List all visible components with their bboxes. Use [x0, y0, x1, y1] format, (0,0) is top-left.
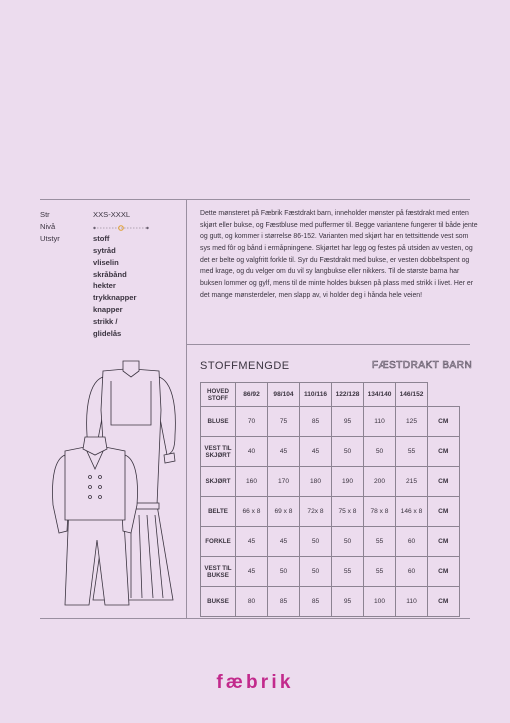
dress-sleeve-right — [159, 377, 175, 455]
table-cell: 60 — [396, 527, 428, 557]
table-cell: 75 x 8 — [332, 497, 364, 527]
row-label — [201, 437, 236, 467]
table-cell: 170 — [268, 467, 300, 497]
level-start-dot — [93, 227, 95, 229]
table-cell: 45 — [236, 527, 268, 557]
unit-cell: CM — [428, 527, 460, 557]
row-label — [201, 497, 236, 527]
table-cell: 85 — [300, 407, 332, 437]
size-header: 98/104 — [268, 383, 300, 407]
row-label-line: BUKSE — [207, 598, 229, 605]
size-header: 146/152 — [396, 383, 428, 407]
row-label — [201, 527, 236, 557]
level-indicator — [93, 225, 149, 231]
table-cell: 50 — [364, 437, 396, 467]
table-row — [201, 407, 460, 437]
table-cell: 50 — [332, 527, 364, 557]
unit-cell: CM — [428, 497, 460, 527]
table-cell: 100 — [364, 587, 396, 617]
unit-cell: CM — [428, 407, 460, 437]
jacket-button — [99, 496, 102, 499]
table-cell: 50 — [268, 557, 300, 587]
table-cell: 55 — [396, 437, 428, 467]
table-cell: 180 — [300, 467, 332, 497]
table-cell: 85 — [268, 587, 300, 617]
bottom-divider — [40, 618, 470, 619]
equipment-list — [93, 233, 136, 340]
header-label-line: HOVED — [206, 387, 229, 395]
row-label-line: BUKSE — [207, 571, 229, 579]
table-cell: 80 — [236, 587, 268, 617]
header-label-line: STOFF — [207, 394, 229, 402]
table-cell: 60 — [396, 557, 428, 587]
table-row — [201, 497, 460, 527]
table-cell: 45 — [236, 557, 268, 587]
size-header: 134/140 — [364, 383, 396, 407]
row-label — [201, 407, 236, 437]
size-value: XXS-XXXL — [93, 210, 131, 219]
table-cell: 50 — [300, 557, 332, 587]
row-label-line: VEST TIL — [204, 564, 232, 572]
equipment-item: strikk / glidelås — [93, 317, 122, 339]
table-cell: 200 — [364, 467, 396, 497]
row-label — [201, 467, 236, 497]
unit-cell: CM — [428, 557, 460, 587]
row-label-line: FORKLE — [205, 538, 231, 545]
row-label-line: SKJØRT — [205, 451, 231, 459]
jacket-button — [89, 476, 92, 479]
table-cell: 190 — [332, 467, 364, 497]
equipment-item: vliselin — [93, 257, 119, 267]
faebrik-logo: fæbrik — [216, 672, 294, 693]
table-row — [201, 437, 460, 467]
table-row — [201, 527, 460, 557]
table-row — [201, 557, 460, 587]
header-spacer — [428, 383, 460, 407]
boy-suit-drawing — [53, 437, 138, 605]
table-cell: 55 — [332, 557, 364, 587]
table-cell: 215 — [396, 467, 428, 497]
table-cell: 110 — [364, 407, 396, 437]
table-cell: 45 — [300, 437, 332, 467]
table-cell: 40 — [236, 437, 268, 467]
table-cell: 69 x 8 — [268, 497, 300, 527]
equipment-item: hekter — [93, 281, 116, 291]
table-cell: 50 — [332, 437, 364, 467]
equipment-item: trykknapper — [93, 293, 137, 303]
table-cell: 95 — [332, 587, 364, 617]
table-row — [201, 467, 460, 497]
table-cell: 95 — [332, 407, 364, 437]
equipment-item: stoff — [93, 233, 110, 243]
table-cell: 85 — [300, 587, 332, 617]
unit-cell: CM — [428, 467, 460, 497]
size-label: Str — [40, 210, 50, 219]
equipment-item: sytråd — [93, 245, 116, 255]
row-label-line: BLUSE — [207, 418, 229, 425]
equipment-label: Utstyr — [40, 233, 60, 243]
dress-cuff-right — [164, 453, 175, 463]
jacket-button — [99, 476, 102, 479]
table-cell: 72x 8 — [300, 497, 332, 527]
row-label — [201, 557, 236, 587]
header-label-cell — [201, 383, 236, 407]
pattern-description: Dette mønsteret på Fæbrik Fæstdrakt barn, inneholder mønster på fæstdrakt med enten skjørt eller bukse, og Fæstbluse med puffermer til. Begge variantene fungerer til både jente og gutt, og kommer i størrelse 86-152. Varianten med skjørt har en tettsittende vest som sys med fôr og bånd i ermåpningene. Skjørtet har legg og festes på utsiden av vesten, og det er belte og valgfritt forkle til. Syr du Fæstdrakt med bukse, er vesten dobbeltspent og med krage, og du velger om du vil sy langbukse eller nikkers. Til de største barna har buksen lommer og gylf, mens til de minte holdes buksen på plass med strikk i livet. Her er det mange mønsterdeler, men slapp av, vi holder deg i hånda hele veien! — [200, 210, 478, 299]
middle-divider — [186, 344, 470, 345]
product-name: FÆSTDRAKT BARN — [372, 360, 473, 371]
table-cell: 55 — [364, 557, 396, 587]
jacket-button — [89, 496, 92, 499]
level-end-dot — [146, 227, 148, 229]
fabric-table — [200, 382, 460, 617]
row-label-line: BELTE — [208, 508, 228, 515]
unit-cell: CM — [428, 587, 460, 617]
table-cell: 70 — [236, 407, 268, 437]
table-cell: 125 — [396, 407, 428, 437]
table-cell: 66 x 8 — [236, 497, 268, 527]
table-cell: 75 — [268, 407, 300, 437]
table-cell: 110 — [396, 587, 428, 617]
equipment-item: skråbånd — [93, 269, 127, 279]
equipment-item: knapper — [93, 305, 123, 315]
jacket-body — [65, 447, 125, 520]
top-divider — [40, 199, 470, 200]
size-header: 122/128 — [332, 383, 364, 407]
row-label-line: SKJØRT — [205, 478, 231, 485]
level-label: Nivå — [40, 221, 56, 231]
row-label-line: VEST TIL — [204, 444, 232, 452]
table-header-row — [201, 383, 460, 407]
size-header: 86/92 — [236, 383, 268, 407]
fabric-heading: STOFFMENGDE — [200, 360, 290, 372]
row-label — [201, 587, 236, 617]
size-header: 110/116 — [300, 383, 332, 407]
table-cell: 45 — [268, 527, 300, 557]
table-cell: 160 — [236, 467, 268, 497]
table-cell: 45 — [268, 437, 300, 467]
table-cell: 78 x 8 — [364, 497, 396, 527]
table-cell: 50 — [300, 527, 332, 557]
table-cell: 146 x 8 — [396, 497, 428, 527]
column-divider — [186, 199, 187, 618]
unit-cell: CM — [428, 437, 460, 467]
table-cell: 55 — [364, 527, 396, 557]
garment-illustration — [45, 355, 180, 610]
jacket-button — [89, 486, 92, 489]
jacket-button — [99, 486, 102, 489]
table-row — [201, 587, 460, 617]
